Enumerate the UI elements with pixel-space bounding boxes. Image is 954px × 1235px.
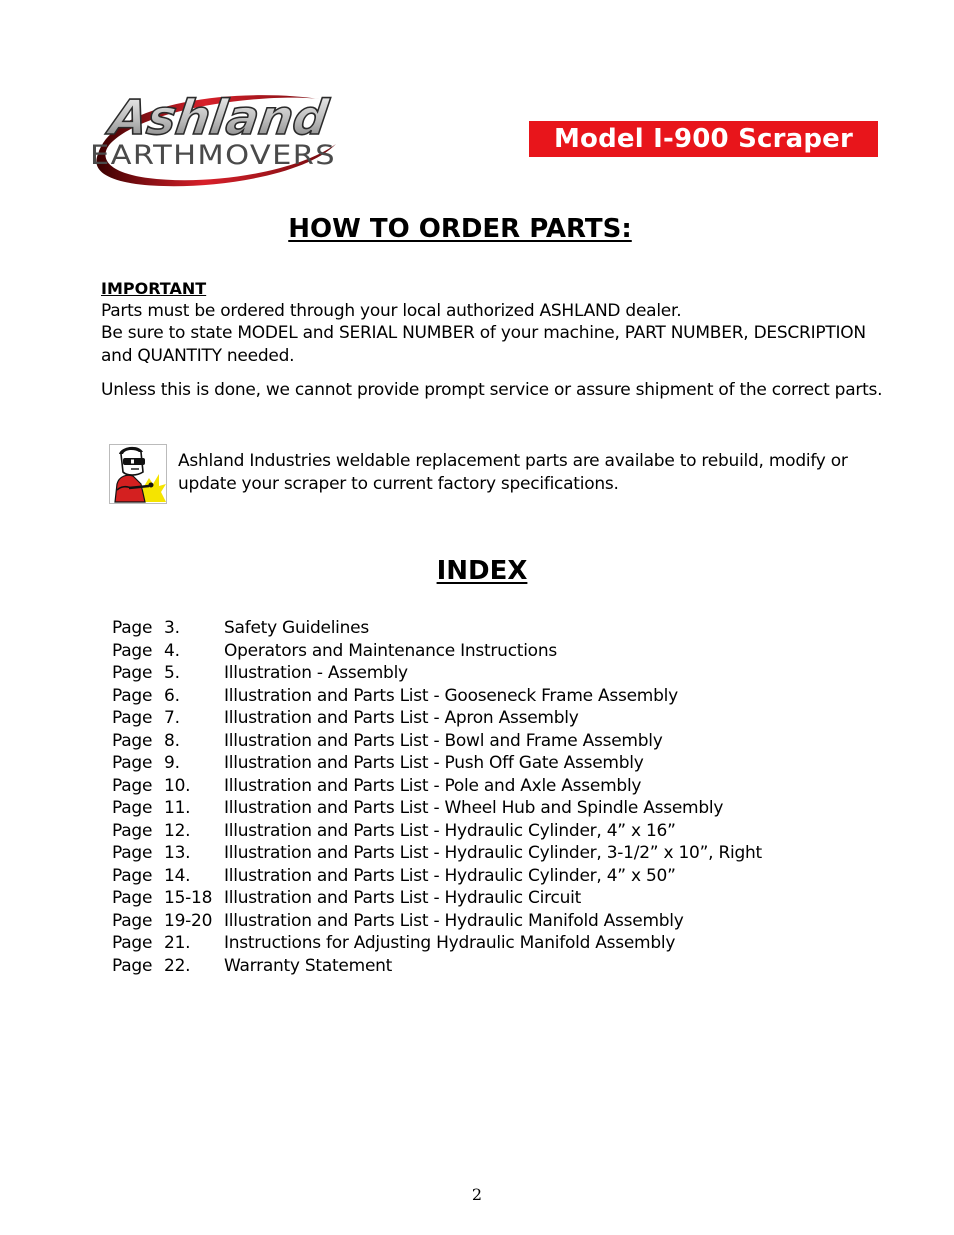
- index-page-label: Page: [112, 618, 153, 638]
- index-page-label: Page: [112, 730, 153, 751]
- index-title: Illustration and Parts List - Bowl and Frame Assembly: [224, 730, 663, 751]
- index-page-number: 7.: [164, 708, 180, 728]
- index-title: Illustration and Parts List - Hydraulic Circuit: [224, 888, 581, 908]
- index-page-label: Page: [112, 865, 153, 886]
- index-heading: INDEX: [436, 556, 528, 586]
- index-page-label: Page: [112, 820, 153, 841]
- order-parts-heading: HOW TO ORDER PARTS:: [288, 214, 632, 244]
- page-number: 2: [471, 1185, 483, 1204]
- index-title: Operators and Maintenance Instructions: [224, 640, 557, 661]
- logo-wordmark-bottom: EARTHMOVERS: [90, 140, 336, 171]
- important-line-dealer: Parts must be ordered through your local authorized ASHLAND dealer.: [101, 301, 682, 321]
- index-title: Safety Guidelines: [224, 618, 369, 638]
- index-page-number: 8.: [164, 730, 180, 751]
- important-label: IMPORTANT: [101, 279, 207, 298]
- index-title: Illustration and Parts List - Hydraulic Cylinder, 4” x 50”: [224, 865, 676, 886]
- index-title: Illustration and Parts List - Wheel Hub and Spindle Assembly: [224, 798, 724, 818]
- index-page-number: 4.: [164, 640, 180, 661]
- index-page-number: 12.: [164, 820, 191, 841]
- model-banner: Model I-900 Scraper: [529, 121, 878, 157]
- index-title: Instructions for Adjusting Hydraulic Manifold Assembly: [224, 933, 676, 953]
- important-line-service: Unless this is done, we cannot provide prompt service or assure shipment of the correct parts.: [101, 380, 883, 400]
- index-page-number: 22.: [164, 955, 191, 976]
- ashland-wordmark: [102, 90, 331, 146]
- index-title: Illustration and Parts List - Gooseneck Frame Assembly: [224, 685, 678, 706]
- index-title: Warranty Statement: [224, 955, 393, 976]
- index-page-number: 5.: [164, 663, 180, 683]
- index-page-number: 11.: [164, 798, 191, 818]
- index-title: Illustration and Parts List - Hydraulic Cylinder, 4” x 16”: [224, 820, 676, 841]
- index-page-label: Page: [112, 910, 153, 931]
- index-title: Illustration and Parts List - Pole and Axle Assembly: [224, 775, 642, 796]
- index-page-label: Page: [112, 685, 153, 706]
- index-page-label: Page: [112, 708, 153, 728]
- index-title: Illustration and Parts List - Hydraulic Cylinder, 3-1/2” x 10”, Right: [224, 843, 762, 863]
- index-page-number: 15-18: [164, 888, 213, 908]
- index-page-label: Page: [112, 753, 153, 773]
- welder-icon: [109, 444, 167, 504]
- index-page-label: Page: [112, 663, 153, 683]
- index-page-number: 14.: [164, 865, 191, 886]
- index-page-number: 21.: [164, 933, 191, 953]
- index-title: Illustration and Parts List - Apron Assembly: [224, 708, 579, 728]
- ashland-earthmovers-logo: [88, 82, 346, 188]
- index-page-label: Page: [112, 888, 153, 908]
- index-page-number: 9.: [164, 753, 180, 773]
- index-page-label: Page: [112, 933, 153, 953]
- index-title: Illustration - Assembly: [224, 663, 408, 683]
- index-page-number: 10.: [164, 775, 191, 796]
- important-line-details: Be sure to state MODEL and SERIAL NUMBER of your machine, PART NUMBER, DESCRIPTION and QUANTITY needed.: [101, 323, 866, 366]
- index-page-label: Page: [112, 640, 153, 661]
- index-page-label: Page: [112, 955, 153, 976]
- index-page-number: 6.: [164, 685, 180, 706]
- index-page-number: 19-20: [164, 910, 213, 931]
- index-title: Illustration and Parts List - Push Off Gate Assembly: [224, 753, 644, 773]
- index-page-label: Page: [112, 843, 153, 863]
- logo-wordmark-top: Ashland: [106, 90, 332, 146]
- index-page-number: 13.: [164, 843, 191, 863]
- index-title: Illustration and Parts List - Hydraulic Manifold Assembly: [224, 910, 684, 931]
- weldable-parts-note: Ashland Industries weldable replacement parts are availabe to rebuild, modify or update your scraper to current factory specifications.: [178, 451, 848, 494]
- index-page-label: Page: [112, 775, 153, 796]
- index-page-label: Page: [112, 798, 153, 818]
- index-page-number: 3.: [164, 618, 180, 638]
